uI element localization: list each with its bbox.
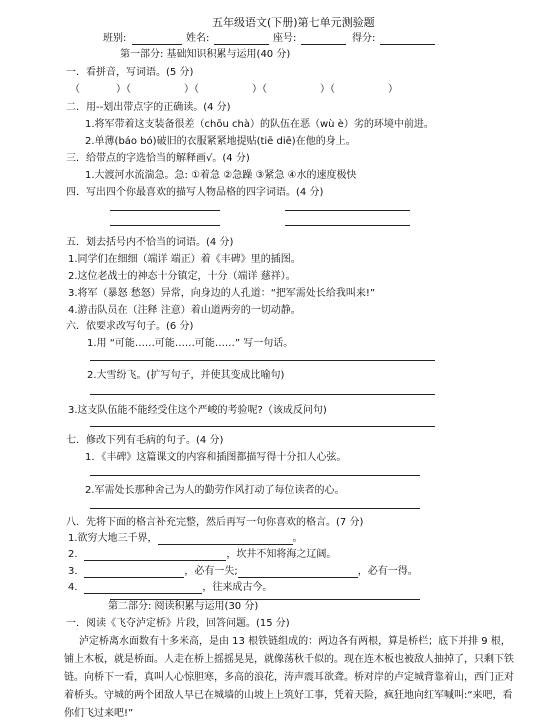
q8-heading: 八．先将下面的格言补充完整，然后再写一句你喜欢的格言。(7 分) [66,517,364,528]
q6-heading: 六．依要求改写句子。(6 分) [66,321,194,332]
score-blank[interactable] [380,44,435,45]
q8-line-1-end: 。 [292,533,303,544]
reading-heading: 一．阅读《飞夺泸定桥》片段，回答问题。(15 分) [66,618,290,629]
q7-sentence-1: 1．《丰碑》这篇课文的内容和插图都描写得十分扣人心弦。 [85,452,347,463]
q6-sentence-1: 1.用 “可能……可能……可能……” 写一句话。 [87,338,294,349]
q8-blank-3b[interactable] [238,567,358,578]
q8-line-3-a: ，必有一失; [184,566,238,577]
q8-line-1-text: 1.欲穷大地三千界， [68,533,158,544]
q4-answer-line-4[interactable] [285,225,410,226]
exam-title: 五年级语文(下册)第七单元测验题 [212,16,375,29]
q5-sentence-2: 2.这位老战士的神态十分镇定，十分（端详 慈祥）。 [68,271,296,282]
q3-sentence-1: 1.大渡河水流湍急。急: ①着急 ②急躁 ③紧急 ④水的速度极快 [85,170,357,181]
q8-line-3 [68,566,418,578]
q8-line-4-text: ，往来成古今。 [202,582,273,593]
q8-blank-3a[interactable] [84,567,184,578]
q4-heading: 四．写出四个你最喜欢的描写人物品格的四字词语。(4 分) [66,187,324,198]
q8-line-4-num: 4． [68,582,85,593]
q8-line-2 [68,549,336,561]
q2-heading: 二．用--划出带点字的正确读。(4 分) [66,102,231,113]
q4-answer-line-3[interactable] [110,225,220,226]
q6-sentence-2: 2.大雪纷飞。(扩写句子，并使其变成比喻句) [87,370,285,381]
part2-heading: 第二部分: 阅读积累与运用(30 分) [108,601,259,612]
q4-answer-line-1[interactable] [110,210,220,211]
q1-bracket-5: ）（ [320,84,335,95]
q5-sentence-3: 3.将军（暴怒 愁怒）异常，向身边的人孔道：“把军需处长给我叫来!” [68,288,376,299]
q8-line-3-b: ，必有一得。 [357,566,418,577]
q5-sentence-1: 1.同学们在细细（端详 端正）着《丰碑》里的插图。 [68,254,301,265]
q3-heading: 三．给带点的字选恰当的解释画√。(4 分) [66,153,250,164]
seat-blank[interactable] [301,44,346,45]
q7-heading: 七．修改下列有毛病的句子。(4 分) [66,435,224,446]
q1-bracket-1: （ [70,84,80,95]
q8-own-motto-line[interactable] [110,599,420,600]
q5-sentence-4: 4.游击队员在（注释 注意）着山道两旁的一切动静。 [68,305,301,316]
q1-heading: 一．看拼音，写词语。(5 分) [66,67,194,78]
q8-line-1 [68,533,303,545]
q8-blank-4[interactable] [84,583,202,594]
q1-bracket-6: ） [388,84,398,95]
q6-answer-line-2[interactable] [90,394,435,395]
class-label: 班别: [103,33,127,44]
q2-sentence-2: 2.单薄(báo bó)破旧的衣服紧紧地提贴(tiē diē)在他的身上。 [85,136,356,147]
q1-bracket-2: ）（ [116,84,131,95]
part1-heading: 第一部分: 基础知识积累与运用(40 分) [120,49,291,60]
class-blank[interactable] [132,44,182,45]
q5-heading: 五．划去括号内不恰当的词语。(4 分) [66,237,234,248]
q8-line-4 [68,582,272,594]
q7-sentence-2: 2.军需处长那种舍己为人的勤劳作风打动了每位读者的心。 [85,485,345,496]
score-label: 得分: [352,33,376,44]
q4-answer-line-2[interactable] [285,210,410,211]
q1-bracket-4: ）（ [252,84,267,95]
q8-blank-1[interactable] [158,534,293,545]
q7-answer-line-1[interactable] [90,475,420,476]
q8-line-3-num: 3． [68,566,85,577]
q6-sentence-3: 3.这支队伍能不能经受住这个严峻的考验呢?（该成反问句) [68,405,327,416]
name-label: 姓名: [186,33,210,44]
seat-label: 座号: [273,33,297,44]
q2-sentence-1: 1.将军带着这支装备很差（chōu chà）的队伍在恶（wù è）劣的环境中前进。 [85,119,434,130]
name-blank[interactable] [214,44,269,45]
q6-answer-line-1[interactable] [90,360,435,361]
q1-bracket-3: ）（ [184,84,199,95]
q7-answer-line-2[interactable] [90,508,420,509]
q8-blank-2[interactable] [84,550,226,561]
reading-passage: 泸定桥离水面数有十多米高，是由 13 根铁链组成的：两边各有两根，算是桥栏；底下并排 9 根，铺上木板，就是桥面。人走在桥上摇摇晃晃，就像荡秋千似的。现在连木板也被敌人抽掉了，只剩下铁链。向桥下一看，真叫人心惊胆寒，多高的浪花，涛声震耳欲聋。桥对岸的卢定城背靠着山，西门正对着桥头。守城的两个团敌人早已在城墙的山坡上上筑好工事，凭着天险，疯狂地向红军喊叫:“来吧，看你们飞过来吧!” [64,636,514,719]
q8-line-2-num: 2． [68,549,85,560]
q6-answer-line-3[interactable] [90,426,435,427]
q8-line-2-text: ，坎井不知将海之辽阔。 [226,549,337,560]
